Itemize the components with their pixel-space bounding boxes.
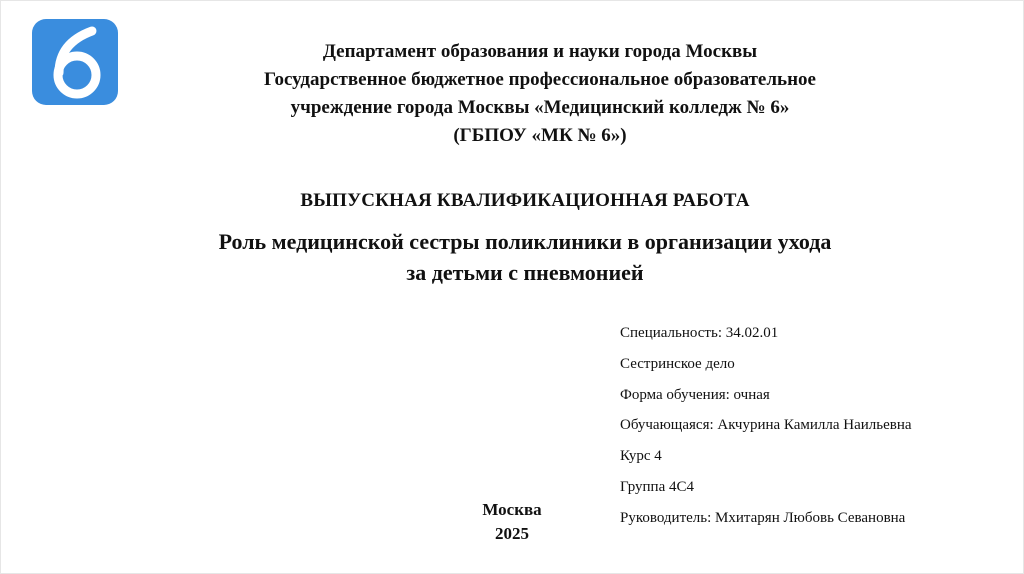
specialty-code: Специальность: 34.02.01 bbox=[620, 325, 779, 341]
city-year-block bbox=[462, 498, 562, 546]
header-department: Департамент образования и науки города Москвы bbox=[322, 41, 758, 62]
institution-header bbox=[150, 38, 930, 150]
group-number: Группа 4С4 bbox=[620, 478, 694, 495]
course-number: Курс 4 bbox=[620, 448, 662, 465]
header-institution-line-2: учреждение города Москвы «Медицинский колледж № 6» bbox=[290, 97, 790, 118]
student-name: Обучающаяся: Акчурина Камилла Наильевна bbox=[620, 417, 912, 434]
year-label: 2025 bbox=[495, 524, 529, 543]
specialty-name: Сестринское дело bbox=[620, 355, 735, 372]
topic-line-2: за детьми с пневмонией bbox=[406, 260, 644, 285]
city-label: Москва bbox=[482, 500, 542, 519]
header-institution-line-1: Государственное бюджетное профессиональное образовательное bbox=[264, 69, 816, 90]
header-abbreviation: (ГБПОУ «МК № 6») bbox=[453, 125, 627, 146]
work-type-title: ВЫПУСКНАЯ КВАЛИФИКАЦИОННАЯ РАБОТА bbox=[300, 190, 750, 211]
study-form: Форма обучения: очная bbox=[620, 386, 770, 403]
student-info-block bbox=[620, 318, 912, 534]
topic-line-1: Роль медицинской сестры поликлиники в организации ухода bbox=[218, 229, 832, 254]
thesis-topic bbox=[150, 226, 900, 288]
college-logo-icon bbox=[32, 19, 118, 105]
supervisor-name: Руководитель: Мхитарян Любовь Севановна bbox=[620, 509, 906, 526]
